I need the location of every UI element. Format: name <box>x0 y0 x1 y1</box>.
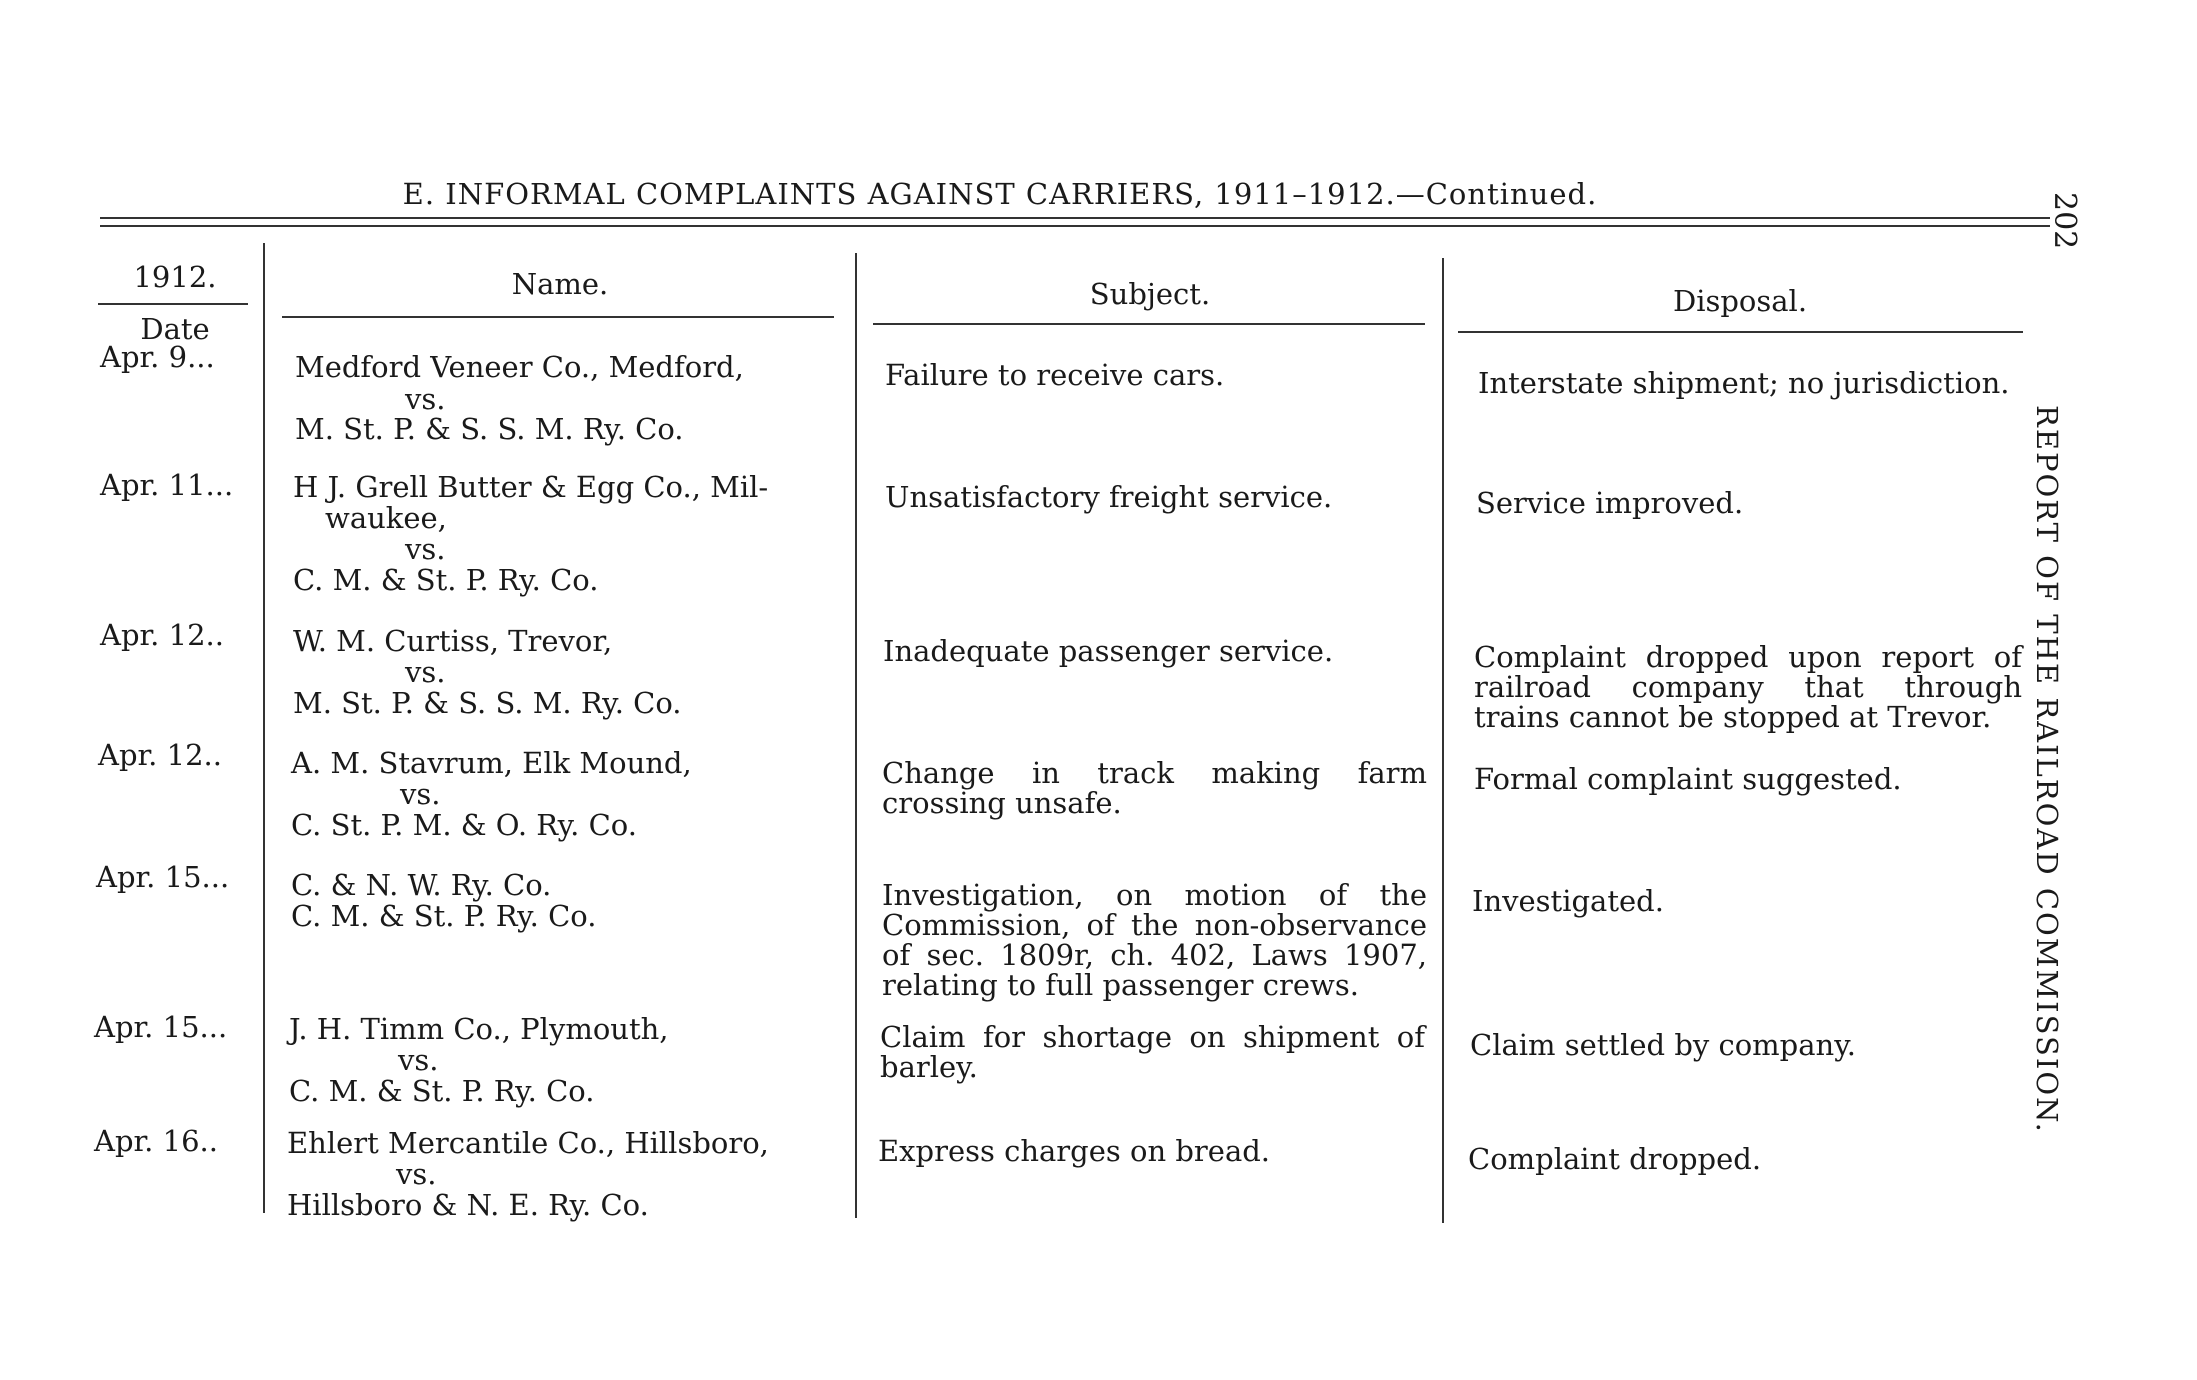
row-name-line: H J. Grell Butter & Egg Co., Mil- <box>293 470 769 504</box>
row-name-line: M. St. P. & S. S. M. Ry. Co. <box>293 686 682 720</box>
row-date: Apr. 12.. <box>100 618 224 652</box>
col-divider-1 <box>263 243 265 1213</box>
row-subject: Change in track making farm crossing unsafe. <box>882 756 1427 820</box>
row-name-line: M. St. P. & S. S. M. Ry. Co. <box>295 412 684 446</box>
disposal-header: Disposal. <box>1672 284 1808 318</box>
row-subject: Unsatisfactory freight service. <box>885 480 1333 514</box>
year-header: 1912. <box>133 260 217 294</box>
row-name-line: C. St. P. M. & O. Ry. Co. <box>291 808 637 842</box>
row-subject: Failure to receive cars. <box>885 358 1225 392</box>
row-disposal: Complaint dropped upon report of railroad company that through trains cannot be stopped at Trevor. <box>1474 640 2022 734</box>
row-date: Apr. 12.. <box>98 738 222 772</box>
col-divider-3 <box>1442 258 1444 1223</box>
row-name-line: C. M. & St. P. Ry. Co. <box>291 899 597 933</box>
top-rule-1 <box>100 217 2050 219</box>
row-name-line: C. M. & St. P. Ry. Co. <box>293 563 599 597</box>
row-subject: Inadequate passenger service. <box>883 634 1334 668</box>
row-date: Apr. 15... <box>94 1010 228 1044</box>
subject-header: Subject. <box>1089 277 1211 311</box>
row-name-vs: vs. <box>400 777 441 811</box>
row-name-line: J. H. Timm Co., Plymouth, <box>289 1012 669 1046</box>
row-disposal: Interstate shipment; no jurisdiction. <box>1478 366 2010 400</box>
row-date: Apr. 9... <box>100 340 215 374</box>
row-name-line: Hillsboro & N. E. Ry. Co. <box>287 1188 649 1222</box>
row-name-line: C. & N. W. Ry. Co. <box>291 868 552 902</box>
col-divider-2 <box>855 253 857 1218</box>
row-date: Apr. 11... <box>100 468 234 502</box>
row-name-line: C. M. & St. P. Ry. Co. <box>289 1074 595 1108</box>
row-name-vs: vs. <box>405 382 446 416</box>
year-header-rule <box>98 303 248 305</box>
row-subject: Claim for shortage on shipment of barley. <box>880 1020 1425 1084</box>
running-header: REPORT OF THE RAILROAD COMMISSION. <box>2030 405 2064 1134</box>
row-name-line: Medford Veneer Co., Medford, <box>295 350 744 384</box>
subject-header-rule <box>873 323 1425 325</box>
date-header: Date <box>140 312 210 346</box>
row-date: Apr. 15... <box>96 860 230 894</box>
row-disposal: Investigated. <box>1472 884 1664 918</box>
row-disposal: Service improved. <box>1476 486 1744 520</box>
row-disposal: Claim settled by company. <box>1470 1028 1856 1062</box>
disposal-header-rule <box>1458 331 2023 333</box>
row-subject: Investigation, on motion of the Commission, of the non-observance of sec. 1809r, ch. 402, Laws 1907, relating to full passenger crews. <box>882 878 1427 1002</box>
row-name-line: W. M. Curtiss, Trevor, <box>293 624 613 658</box>
row-name-vs: vs. <box>396 1157 437 1191</box>
row-disposal: Formal complaint suggested. <box>1474 762 1902 796</box>
name-header-rule <box>282 316 834 318</box>
row-disposal: Complaint dropped. <box>1468 1142 1762 1176</box>
row-name-line: A. M. Stavrum, Elk Mound, <box>291 746 692 780</box>
row-name-vs: vs. <box>405 655 446 689</box>
page-title: E. INFORMAL COMPLAINTS AGAINST CARRIERS, 1911–1912.—Continued. <box>402 177 1598 211</box>
row-name-vs: vs. <box>398 1043 439 1077</box>
name-header: Name. <box>511 267 609 301</box>
row-subject: Express charges on bread. <box>878 1134 1271 1168</box>
row-name-line: waukee, <box>325 501 447 535</box>
top-rule-2 <box>100 225 2050 227</box>
row-name-line: Ehlert Mercantile Co., Hillsboro, <box>287 1126 769 1160</box>
page-number: 202 <box>2047 192 2082 250</box>
row-date: Apr. 16.. <box>94 1124 218 1158</box>
row-name-vs: vs. <box>405 532 446 566</box>
